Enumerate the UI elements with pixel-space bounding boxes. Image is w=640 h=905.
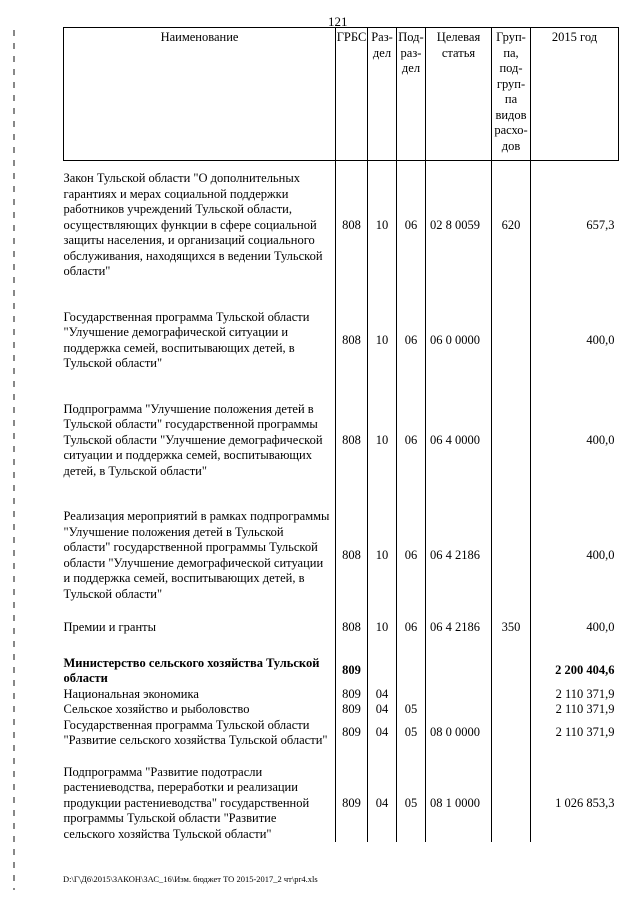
group-cell [492, 656, 531, 687]
section-cell [368, 656, 397, 687]
table-row [64, 509, 619, 602]
table-row [64, 310, 619, 372]
target-cell: 02 8 0059 [426, 171, 492, 280]
subsection-cell: 06 [397, 171, 426, 280]
header-section: Раз- дел [368, 28, 397, 161]
header-target: Целевая статья [426, 28, 492, 161]
name-cell: Закон Тульской области "О дополнительных гарантиях и мерах социальной поддержки работников учреждений Тульской области, осуществляющих функции в сфере социальной защиты населения, и организаций социального обслуживания, находящихся в ведении Тульской области" [64, 171, 336, 280]
amount-cell: 2 110 371,9 [531, 718, 619, 749]
row-spacer [64, 372, 619, 402]
section-cell: 10 [368, 509, 397, 602]
name-cell: Министерство сельского хозяйства Тульской области [64, 656, 336, 687]
header-grbs: ГРБС [336, 28, 368, 161]
footer-file-path: D:\Г\Д6\2015\ЗАКОН\ЗАС_16\Изм. бюджет ТО 2015-2017_2 чт\pr4.xls [63, 874, 318, 884]
binding-marks [13, 30, 15, 890]
group-cell [492, 509, 531, 602]
subsection-cell: 06 [397, 402, 426, 480]
header-year: 2015 год [531, 28, 619, 161]
name-cell: Государственная программа Тульской области "Развитие сельского хозяйства Тульской области" [64, 718, 336, 749]
group-cell [492, 687, 531, 703]
group-cell [492, 718, 531, 749]
row-spacer [64, 161, 619, 172]
row-spacer [64, 602, 619, 620]
name-cell: Подпрограмма "Развитие подотрасли растениеводства, переработки и реализации продукции растениеводства" государственной программы Тульской области "Развитие сельского хозяйства Тульской области" [64, 765, 336, 843]
section-cell: 10 [368, 620, 397, 636]
grbs-cell: 808 [336, 620, 368, 636]
name-cell: Подпрограмма "Улучшение положения детей в Тульской области" государственной программы Тульской области "Улучшение демографической ситуации и поддержка семей, воспитывающих детей, в Тульской области" [64, 402, 336, 480]
subsection-cell [397, 656, 426, 687]
target-cell [426, 702, 492, 718]
grbs-cell: 808 [336, 171, 368, 280]
page-number: 121 [328, 14, 348, 29]
section-cell: 10 [368, 171, 397, 280]
group-cell [492, 310, 531, 372]
group-cell [492, 702, 531, 718]
section-cell: 04 [368, 687, 397, 703]
target-cell: 06 4 2186 [426, 620, 492, 636]
group-cell [492, 765, 531, 843]
target-cell [426, 656, 492, 687]
amount-cell: 2 200 404,6 [531, 656, 619, 687]
header-name: Наименование [64, 28, 336, 161]
group-cell: 620 [492, 171, 531, 280]
section-cell: 10 [368, 402, 397, 480]
section-cell: 10 [368, 310, 397, 372]
table-row [64, 718, 619, 749]
row-spacer [64, 749, 619, 765]
subsection-cell: 06 [397, 509, 426, 602]
grbs-cell: 809 [336, 718, 368, 749]
row-spacer [64, 479, 619, 509]
subsection-cell [397, 687, 426, 703]
row-spacer [64, 636, 619, 656]
name-cell: Национальная экономика [64, 687, 336, 703]
name-cell: Реализация мероприятий в рамках подпрограммы "Улучшение положения детей в Тульской области" государственной программы Тульской области "Улучшение демографической ситуации и поддержка семей, воспитывающих детей, в Тульской области" [64, 509, 336, 602]
amount-cell: 1 026 853,3 [531, 765, 619, 843]
section-cell: 04 [368, 765, 397, 843]
name-cell: Премии и гранты [64, 620, 336, 636]
amount-cell: 400,0 [531, 402, 619, 480]
subsection-cell: 05 [397, 765, 426, 843]
header-group: Груп- па, под- груп- па видов расхо- дов [492, 28, 531, 161]
subsection-cell: 06 [397, 620, 426, 636]
grbs-cell: 809 [336, 765, 368, 843]
subsection-cell: 05 [397, 718, 426, 749]
row-spacer [64, 280, 619, 310]
amount-cell: 2 110 371,9 [531, 702, 619, 718]
amount-cell: 2 110 371,9 [531, 687, 619, 703]
header-subsection: Под- раз- дел [397, 28, 426, 161]
grbs-cell: 808 [336, 509, 368, 602]
subsection-cell: 06 [397, 310, 426, 372]
amount-cell: 400,0 [531, 509, 619, 602]
group-cell: 350 [492, 620, 531, 636]
table-row [64, 171, 619, 280]
target-cell: 06 4 0000 [426, 402, 492, 480]
target-cell [426, 687, 492, 703]
table-row [64, 656, 619, 687]
target-cell: 08 1 0000 [426, 765, 492, 843]
table-row [64, 765, 619, 843]
subsection-cell: 05 [397, 702, 426, 718]
target-cell: 08 0 0000 [426, 718, 492, 749]
budget-table [63, 27, 619, 842]
table-row [64, 402, 619, 480]
grbs-cell: 809 [336, 656, 368, 687]
section-cell: 04 [368, 702, 397, 718]
amount-cell: 400,0 [531, 620, 619, 636]
target-cell: 06 4 2186 [426, 509, 492, 602]
group-cell [492, 402, 531, 480]
grbs-cell: 808 [336, 402, 368, 480]
table-row [64, 702, 619, 718]
grbs-cell: 809 [336, 702, 368, 718]
section-cell: 04 [368, 718, 397, 749]
name-cell: Государственная программа Тульской области "Улучшение демографической ситуации и поддержка семей, воспитывающих детей, в Тульской области" [64, 310, 336, 372]
table-header-row [64, 28, 619, 161]
table-row [64, 620, 619, 636]
amount-cell: 657,3 [531, 171, 619, 280]
name-cell: Сельское хозяйство и рыболовство [64, 702, 336, 718]
table-body [64, 161, 619, 843]
grbs-cell: 809 [336, 687, 368, 703]
target-cell: 06 0 0000 [426, 310, 492, 372]
amount-cell: 400,0 [531, 310, 619, 372]
grbs-cell: 808 [336, 310, 368, 372]
table-row [64, 687, 619, 703]
